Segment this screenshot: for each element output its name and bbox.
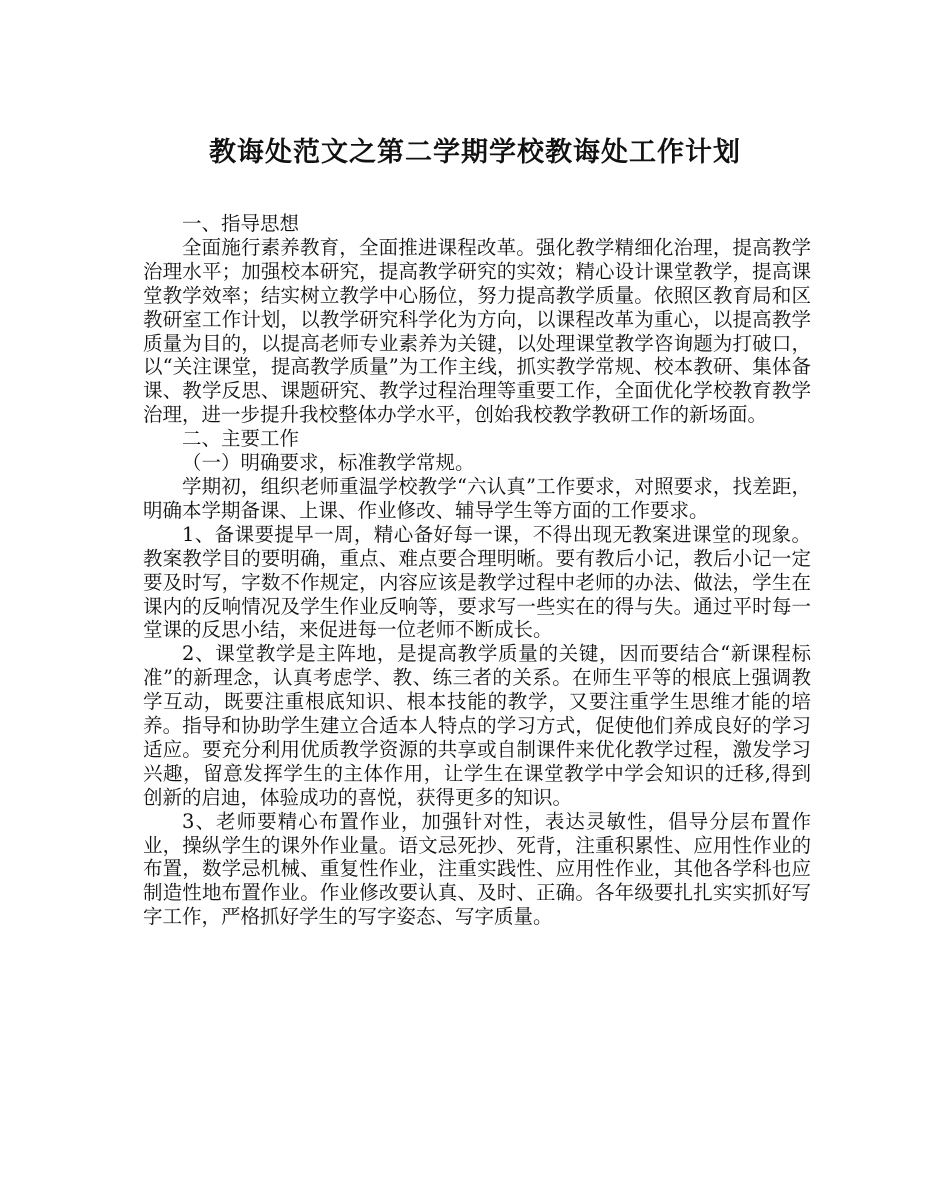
paragraph-guiding-thought: 全面施行素养教育，全面推进课程改革。强化教学精细化治理，提高教学治理水平；加强校本研究，提高教学研究的实效；精心设计课堂教学，提高课堂教学效率；结实树立教学中心肠位，努力提高教学质量。依照区教育局和区教研室工作计划，以教学研究科学化为方向，以课程改革为重心，以提高教学质量为目的，以提高老师专业素养为关键，以处理课堂教学咨询题为打破口，以“关注课堂，提高教学质量”为工作主线，抓实教学常规、校本教研、集体备课、教学反思、课题研究、教学过程治理等重要工作，全面优化学校教育教学治理，进一步提升我校整体办学水平，创始我校教学教研工作的新场面。 — [143, 235, 811, 427]
heading-guiding-thought: 一、指导思想 — [182, 212, 300, 235]
paragraph-item-2: 2、课堂教学是主阵地，是提高教学质量的关键，因而要结合“新课程标准”的新理念，认真考虑学、教、练三者的关系。在师生平等的根底上强调教学互动，既要注重根底知识、根本技能的教学，又要注重学生思维才能的培养。指导和协助学生建立合适本人特点的学习方式，促使他们养成良好的学习适应。要充分利用优质教学资源的共享或自制课件来优化教学过程，激发学习兴趣，留意发挥学生的主体作用，让学生在课堂教学中学会知识的迁移,得到创新的启迪，体验成功的喜悦，获得更多的知识。 — [143, 642, 811, 809]
document-body — [143, 212, 811, 929]
heading-main-work: 二、主要工作 — [182, 427, 300, 451]
paragraph-item-3: 3、老师要精心布置作业，加强针对性，表达灵敏性，倡导分层布置作业，操纵学生的课外作业量。语文忌死抄、死背，注重积累性、应用性作业的布置，数学忌机械、重复性作业，注重实践性、应用性作业，其他各学科也应制造性地布置作业。作业修改要认真、及时、正确。各年级要扎扎实实抓好写字工作，严格抓好学生的写字姿态、写字质量。 — [143, 809, 811, 929]
subheading-teaching-routine: （一）明确要求，标准教学常规。 — [182, 451, 475, 475]
paragraph-semester-start: 学期初，组织老师重温学校教学“六认真”工作要求，对照要求，找差距，明确本学期备课、上课、作业修改、辅导学生等方面的工作要求。 — [143, 474, 811, 522]
paragraph-item-1: 1、备课要提早一周，精心备好每一课，不得出现无教案进课堂的现象。教案教学目的要明确，重点、难点要合理明晰。要有教后小记，教后小记一定要及时写，字数不作规定，内容应该是教学过程中老师的办法、做法，学生在课内的反响情况及学生作业反响等，要求写一些实在的得与失。通过平时每一堂课的反思小结，来促进每一位老师不断成长。 — [143, 522, 811, 642]
document-title: 教诲处范文之第二学期学校教诲处工作计划 — [209, 137, 741, 168]
